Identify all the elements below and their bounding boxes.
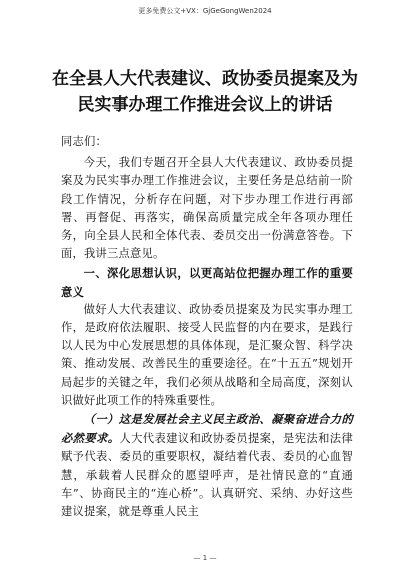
- page-number: — 1 —: [193, 554, 217, 562]
- document-title: [30, 66, 380, 118]
- header-note: 更多免费公文+VX：GjGeGongWen2024: [138, 7, 272, 15]
- subsection-text-1: 人大代表建议和政协委员提案，是宪法和法律赋予代表、委员的重要职权，凝结着代表、委员的心血智慧，承载着人民群众的愿望呼声，是社情民意的“直通车”、协商民主的“连心桥”。认真研究、采纳、办好这些建议提案，就是尊重人民主: [61, 432, 353, 519]
- paragraph-intro: 今天，我们专题召开全县人大代表建议、政协委员提案及为民实事办理工作推进会议，主要任务是总结前一阶段工作情况，分析存在问题，对下步办理工作进行再部署、再督促、再落实，确保高质量完成全年各项办理任务，向全县人民和全体代表、委员交出一份满意答卷。下面，我讲三点意见。: [61, 156, 353, 261]
- section-heading-1: 一、深化思想认识，以更高站位把握办理工作的重要意义: [61, 266, 353, 299]
- salutation: 同志们：: [61, 135, 107, 148]
- title-line-2: 民实事办理工作推进会议上的讲话: [77, 95, 333, 115]
- title-line-1: 在全县人大代表建议、政协委员提案及为: [52, 69, 358, 89]
- paragraph-significance: 做好人大代表建议、政协委员提案及为民实事办理工作，是政府依法履职、接受人民监督的内在要求，是践行以人民为中心发展思想的具体体现，是汇聚众智、科学决策、推动发展、改善民生的重要途径。在“十五五”规划开局起步的关键之年，我们必须从战略和全局高度，深刻认识做好此项工作的特殊重要性。: [61, 302, 353, 407]
- document-body: [61, 133, 353, 521]
- subsection-1: [61, 410, 353, 521]
- subsection-heading-1: （一）这是发展社会主义民主政治、凝聚奋进合力的必然要求。: [61, 412, 353, 446]
